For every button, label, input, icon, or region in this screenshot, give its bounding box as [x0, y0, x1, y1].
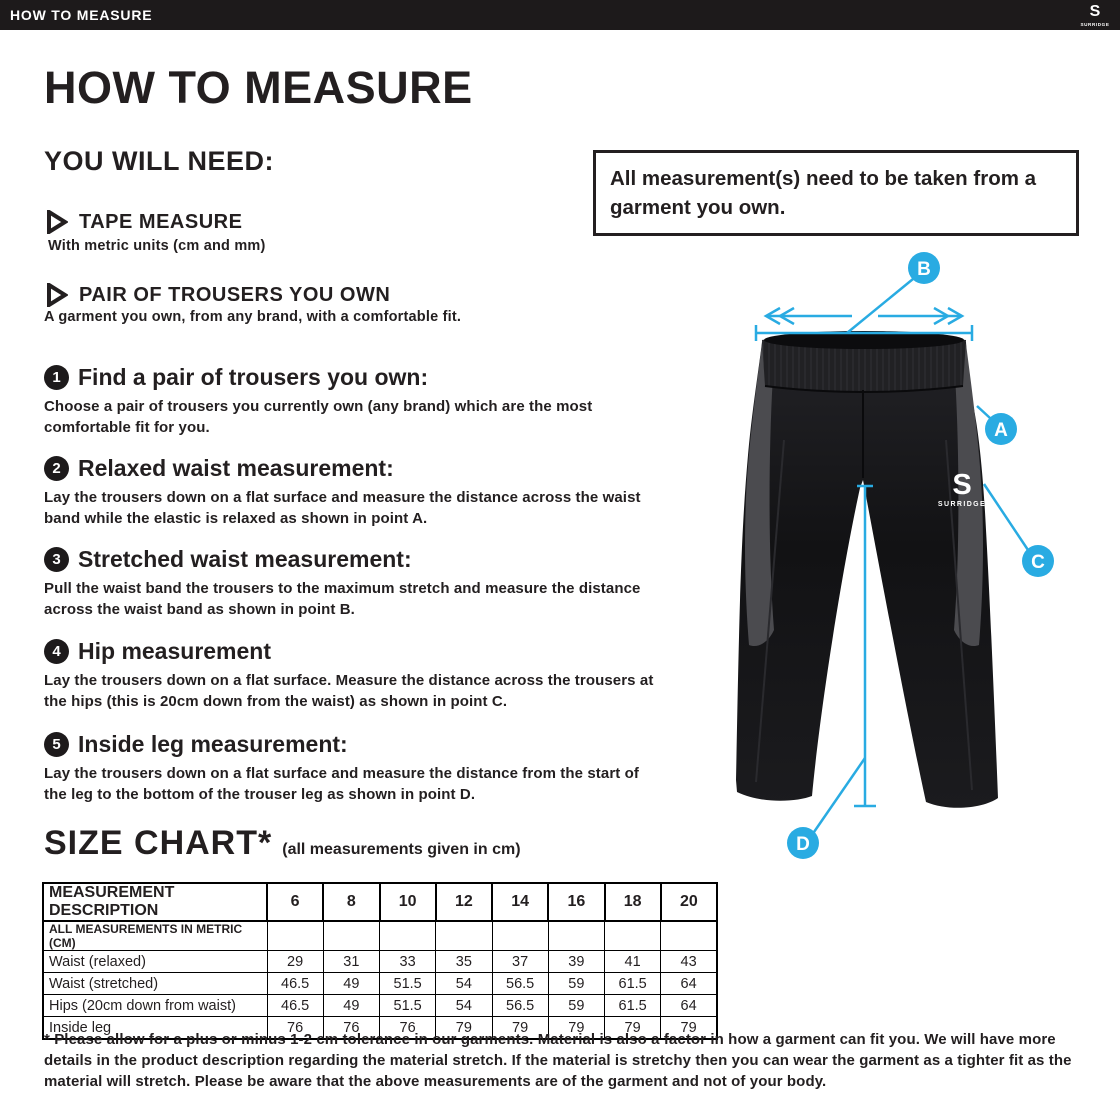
step-5	[44, 731, 656, 806]
value-cell: 59	[548, 973, 604, 995]
value-cell: 61.5	[605, 973, 661, 995]
table-row	[43, 951, 717, 973]
value-cell: 49	[323, 995, 379, 1017]
empty-cell	[323, 921, 379, 951]
connector-b	[847, 279, 913, 333]
value-cell: 79	[492, 1017, 548, 1040]
trousers-measurement-diagram	[700, 240, 1120, 900]
size-chart-table	[42, 882, 718, 1040]
row-label: Waist (stretched)	[43, 973, 267, 995]
value-cell: 49	[323, 973, 379, 995]
step-body: Choose a pair of trousers you currently own (any brand) which are the most comfortable fit for you.	[44, 398, 593, 437]
value-cell: 54	[436, 973, 492, 995]
value-cell: 33	[380, 951, 436, 973]
trousers-illustration	[736, 331, 998, 808]
table-row	[43, 995, 717, 1017]
row-label: Inside leg	[43, 1017, 267, 1040]
step-title-text: Stretched waist measurement:	[78, 546, 412, 572]
value-cell: 43	[661, 951, 717, 973]
value-cell: 41	[605, 951, 661, 973]
value-cell: 79	[661, 1017, 717, 1040]
step-title-text: Inside leg measurement:	[78, 731, 348, 757]
garment-logo-letter: S	[952, 469, 972, 501]
header-cell: 10	[380, 883, 436, 921]
value-cell: 59	[548, 995, 604, 1017]
header-cell: 14	[492, 883, 548, 921]
step-number-badge: 1	[44, 365, 69, 390]
step-number-badge: 4	[44, 639, 69, 664]
step-1	[44, 364, 656, 439]
header-cell: 18	[605, 883, 661, 921]
empty-cell	[492, 921, 548, 951]
value-cell: 56.5	[492, 973, 548, 995]
page-title: HOW TO MEASURE	[44, 62, 473, 113]
step-title-text: Hip measurement	[78, 638, 272, 664]
connector-a	[977, 406, 990, 418]
value-cell: 51.5	[380, 973, 436, 995]
top-bar	[0, 0, 1120, 30]
value-cell: 29	[267, 951, 323, 973]
you-will-need-heading: YOU WILL NEED:	[44, 146, 275, 176]
surridge-logo-wordmark: SURRIDGE	[1080, 22, 1110, 27]
value-cell: 46.5	[267, 973, 323, 995]
value-cell: 56.5	[492, 995, 548, 1017]
size-chart-heading	[44, 824, 521, 863]
step-title-text: Find a pair of trousers you own:	[78, 364, 429, 390]
step-3	[44, 546, 656, 621]
garment-logo-wordmark: SURRIDGE	[937, 501, 987, 508]
value-cell: 79	[605, 1017, 661, 1040]
header-cell: MEASUREMENT DESCRIPTION	[43, 883, 267, 921]
header-cell: 6	[267, 883, 323, 921]
surridge-logo-letter: S	[1089, 3, 1101, 20]
section-cell: ALL MEASUREMENTS IN METRIC (CM)	[43, 921, 267, 951]
notice-box: All measurement(s) need to be taken from a garment you own.	[593, 150, 1079, 236]
need-item-tape-measure	[46, 210, 242, 234]
step-4	[44, 638, 656, 713]
value-cell: 31	[323, 951, 379, 973]
surridge-logo-icon	[1076, 1, 1114, 29]
header-cell: 16	[548, 883, 604, 921]
connector-d	[814, 758, 865, 832]
size-chart-header-row	[43, 883, 717, 921]
step-number-badge: 5	[44, 732, 69, 757]
value-cell: 79	[436, 1017, 492, 1040]
empty-cell	[605, 921, 661, 951]
need-item-label: PAIR OF TROUSERS YOU OWN	[79, 283, 391, 306]
empty-cell	[548, 921, 604, 951]
top-bar-title: HOW TO MEASURE	[10, 7, 153, 23]
header-cell: 12	[436, 883, 492, 921]
step-title	[44, 364, 656, 391]
value-cell: 64	[661, 973, 717, 995]
value-cell: 76	[323, 1017, 379, 1040]
step-body: Lay the trousers down on a flat surface. Measure the distance across the trousers at the hips (this is 20cm down from the waist) as shown in point C.	[44, 672, 654, 711]
step-body: Lay the trousers down on a flat surface and measure the distance across the waist band while the elastic is relaxed as shown in point A.	[44, 489, 641, 528]
step-body: Pull the waist band the trousers to the maximum stretch and measure the distance across the waist band as shown in point B.	[44, 580, 641, 619]
value-cell: 54	[436, 995, 492, 1017]
header-cell: 8	[323, 883, 379, 921]
step-title	[44, 546, 656, 573]
triangle-bullet-icon	[46, 210, 68, 234]
empty-cell	[436, 921, 492, 951]
value-cell: 76	[380, 1017, 436, 1040]
step-title	[44, 731, 656, 758]
size-chart-subtitle: (all measurements given in cm)	[282, 841, 521, 858]
step-title	[44, 638, 656, 665]
need-item-detail: With metric units (cm and mm)	[48, 238, 266, 254]
connector-c	[984, 484, 1028, 550]
step-body: Lay the trousers down on a flat surface and measure the distance from the start of the leg to the bottom of the trouser leg as shown in point D.	[44, 765, 640, 804]
need-item-detail: A garment you own, from any brand, with a comfortable fit.	[44, 309, 462, 325]
header-cell: 20	[661, 883, 717, 921]
footnote: * Please allow for a plus or minus 1-2 cm tolerance in our garments. Material is also a factor in how a garment can fit you. We will have more details in the product description regarding the material stretch. If the material is stretchy then you can wear the garment as a tighter fit as the material will stretch. Please be aware that the above measurements are of the garment and not of your body.	[44, 1031, 1072, 1090]
value-cell: 46.5	[267, 995, 323, 1017]
value-cell: 37	[492, 951, 548, 973]
size-chart-title: SIZE CHART*	[44, 824, 273, 862]
value-cell: 51.5	[380, 995, 436, 1017]
point-c-label: C	[1031, 552, 1045, 573]
empty-cell	[267, 921, 323, 951]
need-item-label: TAPE MEASURE	[79, 210, 243, 233]
point-b-label: B	[917, 259, 931, 280]
empty-cell	[380, 921, 436, 951]
triangle-bullet-icon	[46, 283, 68, 307]
step-title	[44, 455, 656, 482]
step-number-badge: 2	[44, 456, 69, 481]
value-cell: 61.5	[605, 995, 661, 1017]
step-title-text: Relaxed waist measurement:	[78, 455, 394, 481]
point-a-label: A	[994, 420, 1008, 441]
row-label: Hips (20cm down from waist)	[43, 995, 267, 1017]
step-number-badge: 3	[44, 547, 69, 572]
point-d-label: D	[796, 834, 810, 855]
value-cell: 35	[436, 951, 492, 973]
value-cell: 39	[548, 951, 604, 973]
row-label: Waist (relaxed)	[43, 951, 267, 973]
value-cell: 64	[661, 995, 717, 1017]
value-cell: 79	[548, 1017, 604, 1040]
table-section-row	[43, 921, 717, 951]
need-item-trousers	[46, 283, 390, 307]
empty-cell	[661, 921, 717, 951]
step-2	[44, 455, 656, 530]
table-row	[43, 973, 717, 995]
value-cell: 76	[267, 1017, 323, 1040]
